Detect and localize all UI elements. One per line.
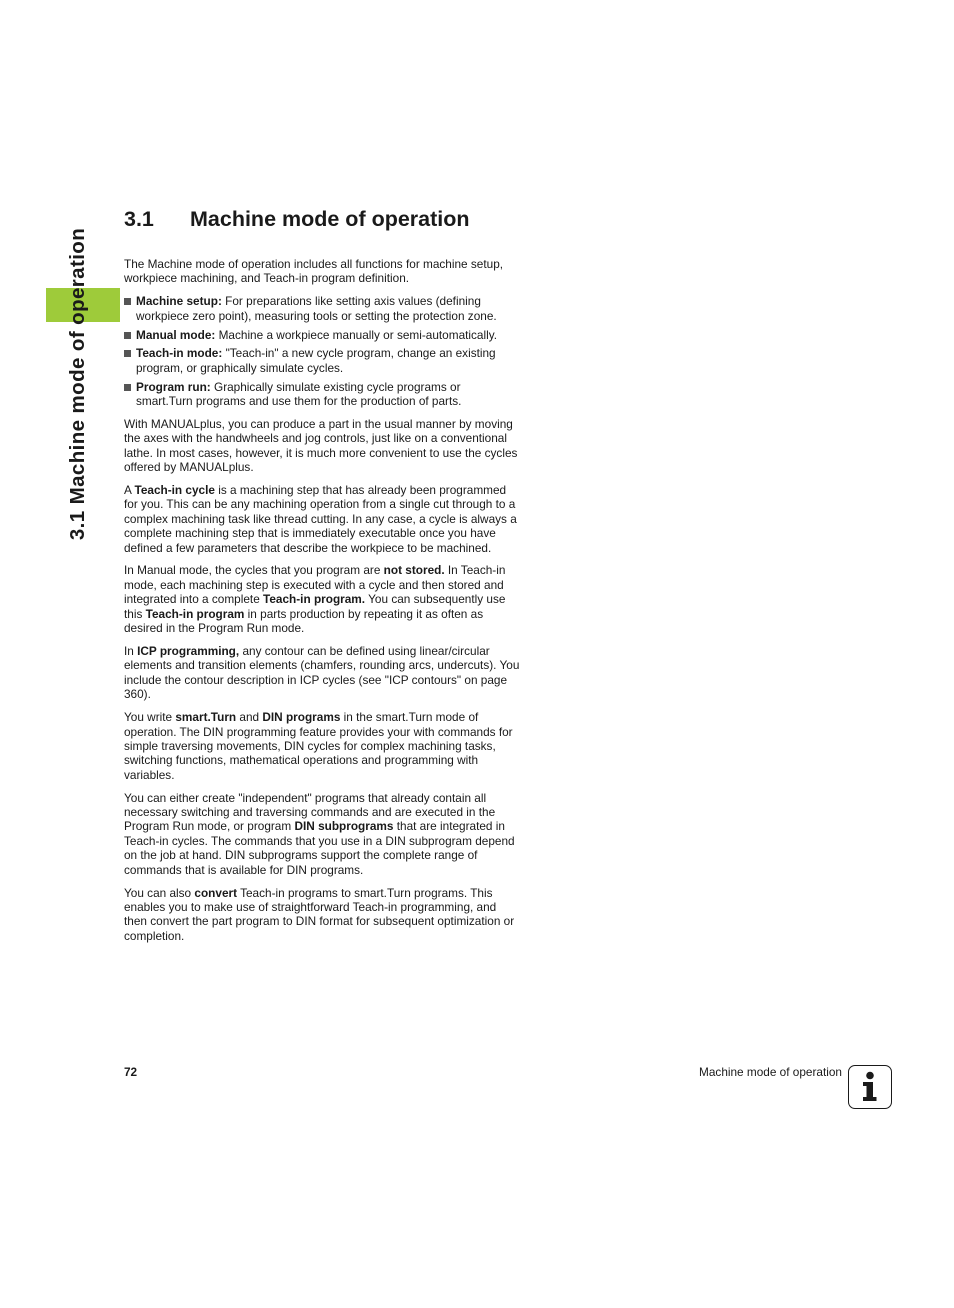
bold-term: DIN subprograms <box>294 819 394 834</box>
bullet-square-icon <box>124 332 131 339</box>
bold-term: not stored. <box>383 563 445 578</box>
list-item-term: Program run: <box>136 379 211 394</box>
mode-list <box>124 294 520 408</box>
list-item-term: Machine setup: <box>136 294 222 309</box>
text-run: You can also <box>124 885 195 900</box>
list-item <box>124 346 520 375</box>
intro-paragraph: The Machine mode of operation includes all functions for machine setup, workpiece machining, and Teach-in program definition. <box>124 257 504 286</box>
text-run: In <box>124 644 138 659</box>
paragraph-icp-programming <box>124 644 520 702</box>
text-run: You write <box>124 710 176 725</box>
footer-section-title: Machine mode of operation <box>699 1065 842 1079</box>
list-item-term: Manual mode: <box>136 327 216 342</box>
text-run: In Teach-in mode, each machining step is executed with a cycle and then stored and integrated into a complete <box>124 563 506 607</box>
text-run: You can subsequently use this <box>124 592 506 621</box>
text-run: Teach-in programs to smart.Turn programs. This enables you to make use of straightforward Teach-in programming, and then convert the part program to DIN format for subsequent optimization or completion. <box>124 885 515 943</box>
list-item-term: Teach-in mode: <box>136 346 223 361</box>
paragraph-convert <box>124 886 520 944</box>
main-content <box>124 257 520 952</box>
paragraph-manualplus: With MANUALplus, you can produce a part in the usual manner by moving the axes with the handwheels and jog controls, just like on a conventional lathe. In most cases, however, it is much more convenient to use the cycles offered by MANUALplus. <box>124 416 518 475</box>
bullet-square-icon <box>124 298 131 305</box>
text-run: in the smart.Turn mode of operation. The DIN programming feature provides your with commands for simple traversing movements, DIN cycles for complex machining tasks, switching functions, mathematical operations and programming with variables. <box>124 710 513 782</box>
list-item <box>124 380 520 409</box>
bold-term: smart.Turn <box>175 710 237 725</box>
text-run: A <box>124 482 135 497</box>
text-run: You can either create "independent" programs that already contain all necessary switching and traversing commands and are executed in the Program Run mode, or program <box>124 790 496 834</box>
bold-term: convert <box>194 885 238 900</box>
paragraph-din-subprograms <box>124 791 520 877</box>
text-run: any contour can be defined using linear/circular elements and transition elements (chamfers, rounding arcs, undercuts). You include the contour description in ICP cycles (see "ICP contours" on page 360). <box>124 644 520 702</box>
text-run: and <box>236 710 263 725</box>
info-icon <box>848 1065 892 1109</box>
paragraph-din-programs <box>124 710 520 782</box>
bold-term: Teach-in program. <box>263 592 366 607</box>
list-item <box>124 328 520 342</box>
list-item-text: For preparations like setting axis values (defining workpiece zero point), measuring tools or setting the protection zone. <box>136 294 497 323</box>
section-title: Machine mode of operation <box>190 207 470 231</box>
text-run: is a machining step that has already been programmed for you. This can be any machining operation from a single cut through to a complex machining task like thread cutting. In any case, a cycle is always a complete machining step that is immediately executable once you have defined a few parameters that describe the workpiece to be machined. <box>124 482 517 555</box>
list-item-text: Graphically simulate existing cycle programs or smart.Turn programs and use them for the production of parts. <box>136 379 462 408</box>
bold-term: Teach-in program <box>145 606 245 621</box>
text-run: that are integrated in Teach-in cycles. The commands that you use in a DIN subprogram depend on the job at hand. DIN subprograms support the complete range of commands that is available for DIN programs. <box>124 819 515 877</box>
list-item-text: "Teach-in" a new cycle program, change an existing program, or graphically simulate cycles. <box>136 346 496 375</box>
bullet-square-icon <box>124 384 131 391</box>
text-run: In Manual mode, the cycles that you program are <box>124 563 384 578</box>
bold-term: ICP programming, <box>137 644 240 659</box>
bold-term: DIN programs <box>262 710 341 725</box>
paragraph-manual-mode <box>124 563 520 635</box>
text-run: in parts production by repeating it as often as desired in the Program Run mode. <box>124 606 484 636</box>
bold-term: Teach-in cycle <box>134 482 215 497</box>
list-item <box>124 294 520 323</box>
info-glyph-icon <box>849 1066 890 1107</box>
list-item-text: Machine a workpiece manually or semi-automatically. <box>218 327 498 342</box>
page-number: 72 <box>124 1065 138 1079</box>
bullet-square-icon <box>124 350 131 357</box>
side-section-title-text: 3.1 Machine mode of operation <box>66 227 89 541</box>
paragraph-teach-in-cycle <box>124 483 520 555</box>
page-title <box>124 207 470 232</box>
section-number: 3.1 <box>124 207 154 231</box>
